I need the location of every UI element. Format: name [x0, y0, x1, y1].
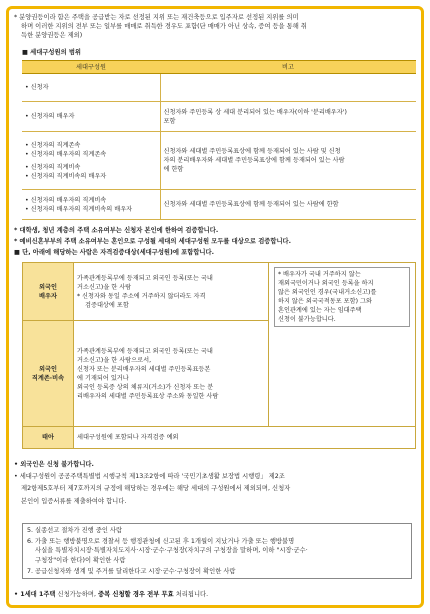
label-text: 배우자 [39, 292, 57, 300]
exception-item: 7. 공급신청자와 생계 및 주거를 달리한다고 시장·군수·구청장이 확인한 사람 [27, 567, 236, 575]
foreign-table [22, 262, 416, 449]
exception-item: 5. 실종선고 절차가 진행 중인 사람 [27, 527, 123, 534]
content-text: 세대구성원에 포함되나 자격검증 예외 [77, 434, 179, 441]
final-note-strong: 중복 신청할 경우 전부 무효 [98, 591, 174, 598]
member-text: 신청자 [30, 84, 49, 91]
side-note-text: * 배우자가 국내 거주하지 않는 [278, 271, 361, 278]
scope-heading: 세대구성원의 범위 [30, 49, 82, 56]
content-text: 외국인 등록증 상의 체류지(거소)가 신청자 또는 분 [77, 383, 214, 391]
member-text: 신청자의 배우자 [30, 113, 75, 120]
member-text: 신청자의 배우자의 직계비속의 배우자 [30, 205, 133, 213]
label-text: 직계존·비속 [31, 374, 65, 382]
member-text: 신청자의 직계비속 [30, 163, 81, 171]
exceptions-box [22, 523, 412, 579]
rule-engaged: * 예비신혼부부의 주택 소유여부는 혼인으로 구성될 세대의 세대구성원 모두를 대상으로 검증합니다. [14, 238, 292, 246]
final-note-mid: 신청가능하며, [55, 591, 99, 598]
member-cell: • 신청자의 배우자 [22, 102, 160, 132]
row-label [23, 263, 74, 321]
exception-item: 구청장"이라 한다)이 확인한 사람 [27, 556, 126, 564]
note-text: 신청자와 세대별 주민등록표상에 함께 등재되어 있는 사람 및 신청 [163, 148, 341, 155]
table-row [22, 74, 416, 102]
member-text: 신청자의 직계비속의 배우자 [30, 172, 107, 180]
row-label [23, 427, 74, 449]
header-note: 비고 [160, 61, 416, 74]
foreigner-line-2: 제2항제5호부터 제7호까지의 규정에 해당하는 경우에는 해당 세대의 구성원에서 제외되며, 신청자 [21, 485, 291, 493]
intro-bullet: * [14, 14, 18, 21]
final-note [14, 590, 418, 599]
side-note-text: 재외국민이거나 외국인 등록을 하지 [278, 280, 374, 287]
member-cell: • 신청자 [22, 74, 160, 102]
intro-line-2: 하며 이러한 지위의 전부 또는 일부를 매매로 취득한 경우도 포함(단 매매가 아닌 상속, 증여 등을 통해 취 [21, 23, 307, 31]
member-cell: • 신청자의 배우자의 직계비속 • 신청자의 배우자의 직계비속의 배우자 [22, 190, 160, 220]
table-row [22, 190, 416, 220]
scope-heading-row [22, 48, 81, 57]
content-text: 신청자 또는 분리배우자의 세대별 주민등록표등본 [77, 365, 211, 373]
content-text: 거소신고)을 한 사람으로서, [77, 356, 152, 364]
foreigner-line-1: • 세대구성원이 공공주택특별법 시행규칙 제13조2항에 따라 '국민기초생활 보장법 시행령」 제2조 [14, 473, 285, 481]
table-row [22, 132, 416, 190]
content-text: * 신청자와 동일 주소에 거주하지 않더라도 자격 [77, 292, 206, 300]
intro-line-3: 득한 분양권등은 제외) [21, 32, 83, 40]
note-text: 자의 분리배우자와 세대별 주민등록표상에 함께 등재되어 있는 사람 [163, 157, 345, 164]
intro-paragraph [14, 13, 416, 41]
side-note-cell [269, 263, 416, 427]
table-row [23, 427, 416, 449]
note-text: 신청자와 주민등록 상 세대 분리되어 있는 배우자(이하 '분리배우자') [163, 108, 347, 116]
table-row [22, 102, 416, 132]
side-note-text: 하지 않은 외국국적동포 포함) 그와 [278, 298, 372, 305]
side-note-text: 혼인관계에 있는 자는 임대주택 [278, 307, 362, 314]
note-cell [160, 190, 416, 220]
content-text: 검증대상에 포함 [85, 301, 129, 309]
rule-students: * 대학생, 청년 계층의 주택 소유여부는 신청자 본인에 한하여 검증합니다. [14, 227, 219, 234]
note-text: 포함 [163, 117, 176, 125]
label-text: 외국인 [39, 365, 57, 373]
note-cell [160, 102, 416, 132]
note-text: 신청자와 세대별 주민등록표상에 함께 등재되어 있는 사람에 한함 [163, 201, 339, 208]
table-row [23, 263, 416, 321]
row-content [74, 263, 269, 321]
content-text: 리배우자의 세대별 주민등록표상 주소와 동일한 사람 [77, 392, 219, 400]
row-content [74, 321, 269, 427]
side-note-text: 신청이 불가능합니다. [278, 316, 336, 323]
content-text: 에 기재되어 있거나 [77, 374, 129, 382]
member-text: 신청자의 배우자의 직계비속 [30, 196, 107, 204]
rules-block [14, 226, 418, 258]
label-text: 태아 [42, 434, 54, 441]
content-text: 거소신고)을 한 사람 [77, 283, 132, 291]
exception-item: 6. 가출 또는 행방불명으로 경찰서 등 행정관청에 신고된 후 1개월이 지났거나 가출 또는 행방불명 [27, 538, 295, 546]
side-note-text: 않은 외국인인 경우(국내거소신고)를 [278, 289, 377, 296]
header-member: 세대구성원 [22, 61, 160, 74]
square-bullet-icon: ■ [22, 49, 28, 56]
scope-table [22, 60, 416, 220]
note-cell [160, 132, 416, 190]
row-content [74, 427, 416, 449]
row-label [23, 321, 74, 427]
foreigner-line-3: 본인이 입증서류를 제출하여야 합니다. [21, 497, 127, 505]
note-text: 에 한함 [163, 166, 184, 173]
scope-table-header [22, 61, 416, 74]
member-cell: • 신청자의 직계존속 • 신청자의 배우자의 직계존속 • 신청자의 직계비속 • 신청자의 직계비속의 배우자 [22, 132, 160, 190]
foreigner-title: • 외국인은 신청 불가합니다. [14, 461, 94, 468]
rule-included: ■ 단, 아래에 해당하는 사람은 자격검증대상(세대구성원)에 포함합니다. [14, 249, 214, 257]
member-text: 신청자의 직계존속 [30, 141, 81, 149]
intro-line-1: 분양권등이라 함은 주택을 공급받는 자로 선정된 지위 또는 재건축등으로 입주자로 선정된 지위를 의미 [19, 14, 299, 21]
content-text: 가족관계등록부에 등재되고 외국인 등록(또는 국내 [77, 274, 213, 282]
final-note-prefix: • 1세대 1주택 [14, 591, 56, 598]
side-note [274, 267, 410, 327]
member-text: 신청자의 배우자의 직계존속 [30, 150, 107, 158]
foreigner-section [14, 460, 418, 506]
content-text: 가족관계등록부에 등재되고 외국인 등록(또는 국내 [77, 347, 213, 355]
final-note-suffix: 처리됩니다. [173, 591, 209, 598]
exception-item: 사실을 특별자치시장·특별자치도지사·시장·군수·구청장(자치구의 구청장을 말하며, 이하 "시장·군수· [27, 547, 308, 555]
label-text: 외국인 [39, 283, 57, 291]
note-cell [160, 74, 416, 102]
